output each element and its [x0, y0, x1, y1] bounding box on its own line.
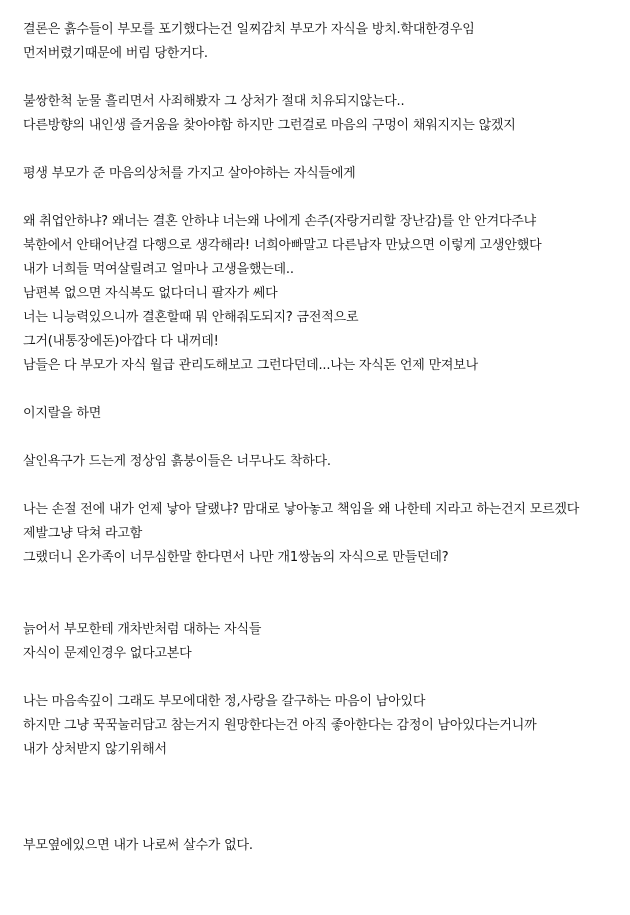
- text-line: 불쌍한척 눈물 흘리면서 사죄해봤자 그 상처가 절대 치유되지않는다..: [23, 94, 405, 109]
- blank-line: [23, 66, 623, 90]
- blank-line: [23, 762, 623, 786]
- blank-line: [23, 570, 623, 594]
- text-line: 살인욕구가 드는게 정상임 흙붕이들은 너무나도 착하다.: [23, 454, 331, 469]
- text-line: 그랬더니 온가족이 너무심한말 한다면서 나만 개1쌍놈의 자식으로 만들던데?: [23, 550, 449, 565]
- text-line: 나는 손절 전에 내가 언제 낳아 달랬냐? 맘대로 낳아놓고 책임을 왜 나한테 지라고 하는건지 모르겠다: [23, 502, 580, 517]
- text-line: 너는 니능력있으니까 결혼할때 뭐 안해줘도되지? 금전적으로: [23, 310, 359, 325]
- text-line: 내가 상처받지 않기위해서: [23, 742, 167, 757]
- text-line: 자식이 문제인경우 없다고본다: [23, 646, 192, 661]
- text-line: 그거(내통장에돈)아깝다 다 내꺼데!: [23, 334, 219, 349]
- text-line: 평생 부모가 준 마음의상처를 가지고 살아야하는 자식들에게: [23, 166, 356, 181]
- blank-line: [23, 186, 623, 210]
- blank-line: [23, 786, 623, 810]
- blank-line: [23, 666, 623, 690]
- blank-line: [23, 810, 623, 834]
- text-line: 내가 너희들 먹여살릴려고 얼마나 고생을했는데..: [23, 262, 294, 277]
- text-line: 남들은 다 부모가 자식 월급 관리도해보고 그런다던데...나는 자식돈 언제 만져보나: [23, 358, 479, 373]
- text-line: 나는 마음속깊이 그래도 부모에대한 정,사랑을 갈구하는 마음이 남아있다: [23, 694, 426, 709]
- blank-line: [23, 378, 623, 402]
- text-line: 왜 취업안하냐? 왜너는 결혼 안하냐 너는왜 나에게 손주(자랑거리할 장난감)를 안 안겨다주냐: [23, 214, 537, 229]
- text-line: 북한에서 안태어난걸 다행으로 생각해라! 너희아빠말고 다른남자 만났으면 이렇게 고생안했다: [23, 238, 542, 253]
- post-body: [23, 18, 623, 858]
- blank-line: [23, 426, 623, 450]
- blank-line: [23, 594, 623, 618]
- text-line: 남편복 없으면 자식복도 없다더니 팔자가 쎄다: [23, 286, 278, 301]
- blank-line: [23, 138, 623, 162]
- text-line: 이지랄을 하면: [23, 406, 102, 421]
- text-line: 부모옆에있으면 내가 나로써 살수가 없다.: [23, 838, 253, 853]
- text-line: 늙어서 부모한테 개차반처럼 대하는 자식들: [23, 622, 262, 637]
- text-line: 결론은 흙수들이 부모를 포기했다는건 일찌감치 부모가 자식을 방치.학대한경우임: [23, 22, 475, 37]
- text-line: 다른방향의 내인생 즐거움을 찾아야함 하지만 그런걸로 마음의 구멍이 채워지지는 않겠지: [23, 118, 516, 133]
- text-line: 제발그냥 닥쳐 라고함: [23, 526, 143, 541]
- text-line: 하지만 그냥 꾹꾹눌러담고 참는거지 원망한다는건 아직 좋아한다는 감정이 남아있다는거니까: [23, 718, 537, 733]
- text-line: 먼저버렸기때문에 버림 당한거다.: [23, 46, 208, 61]
- blank-line: [23, 474, 623, 498]
